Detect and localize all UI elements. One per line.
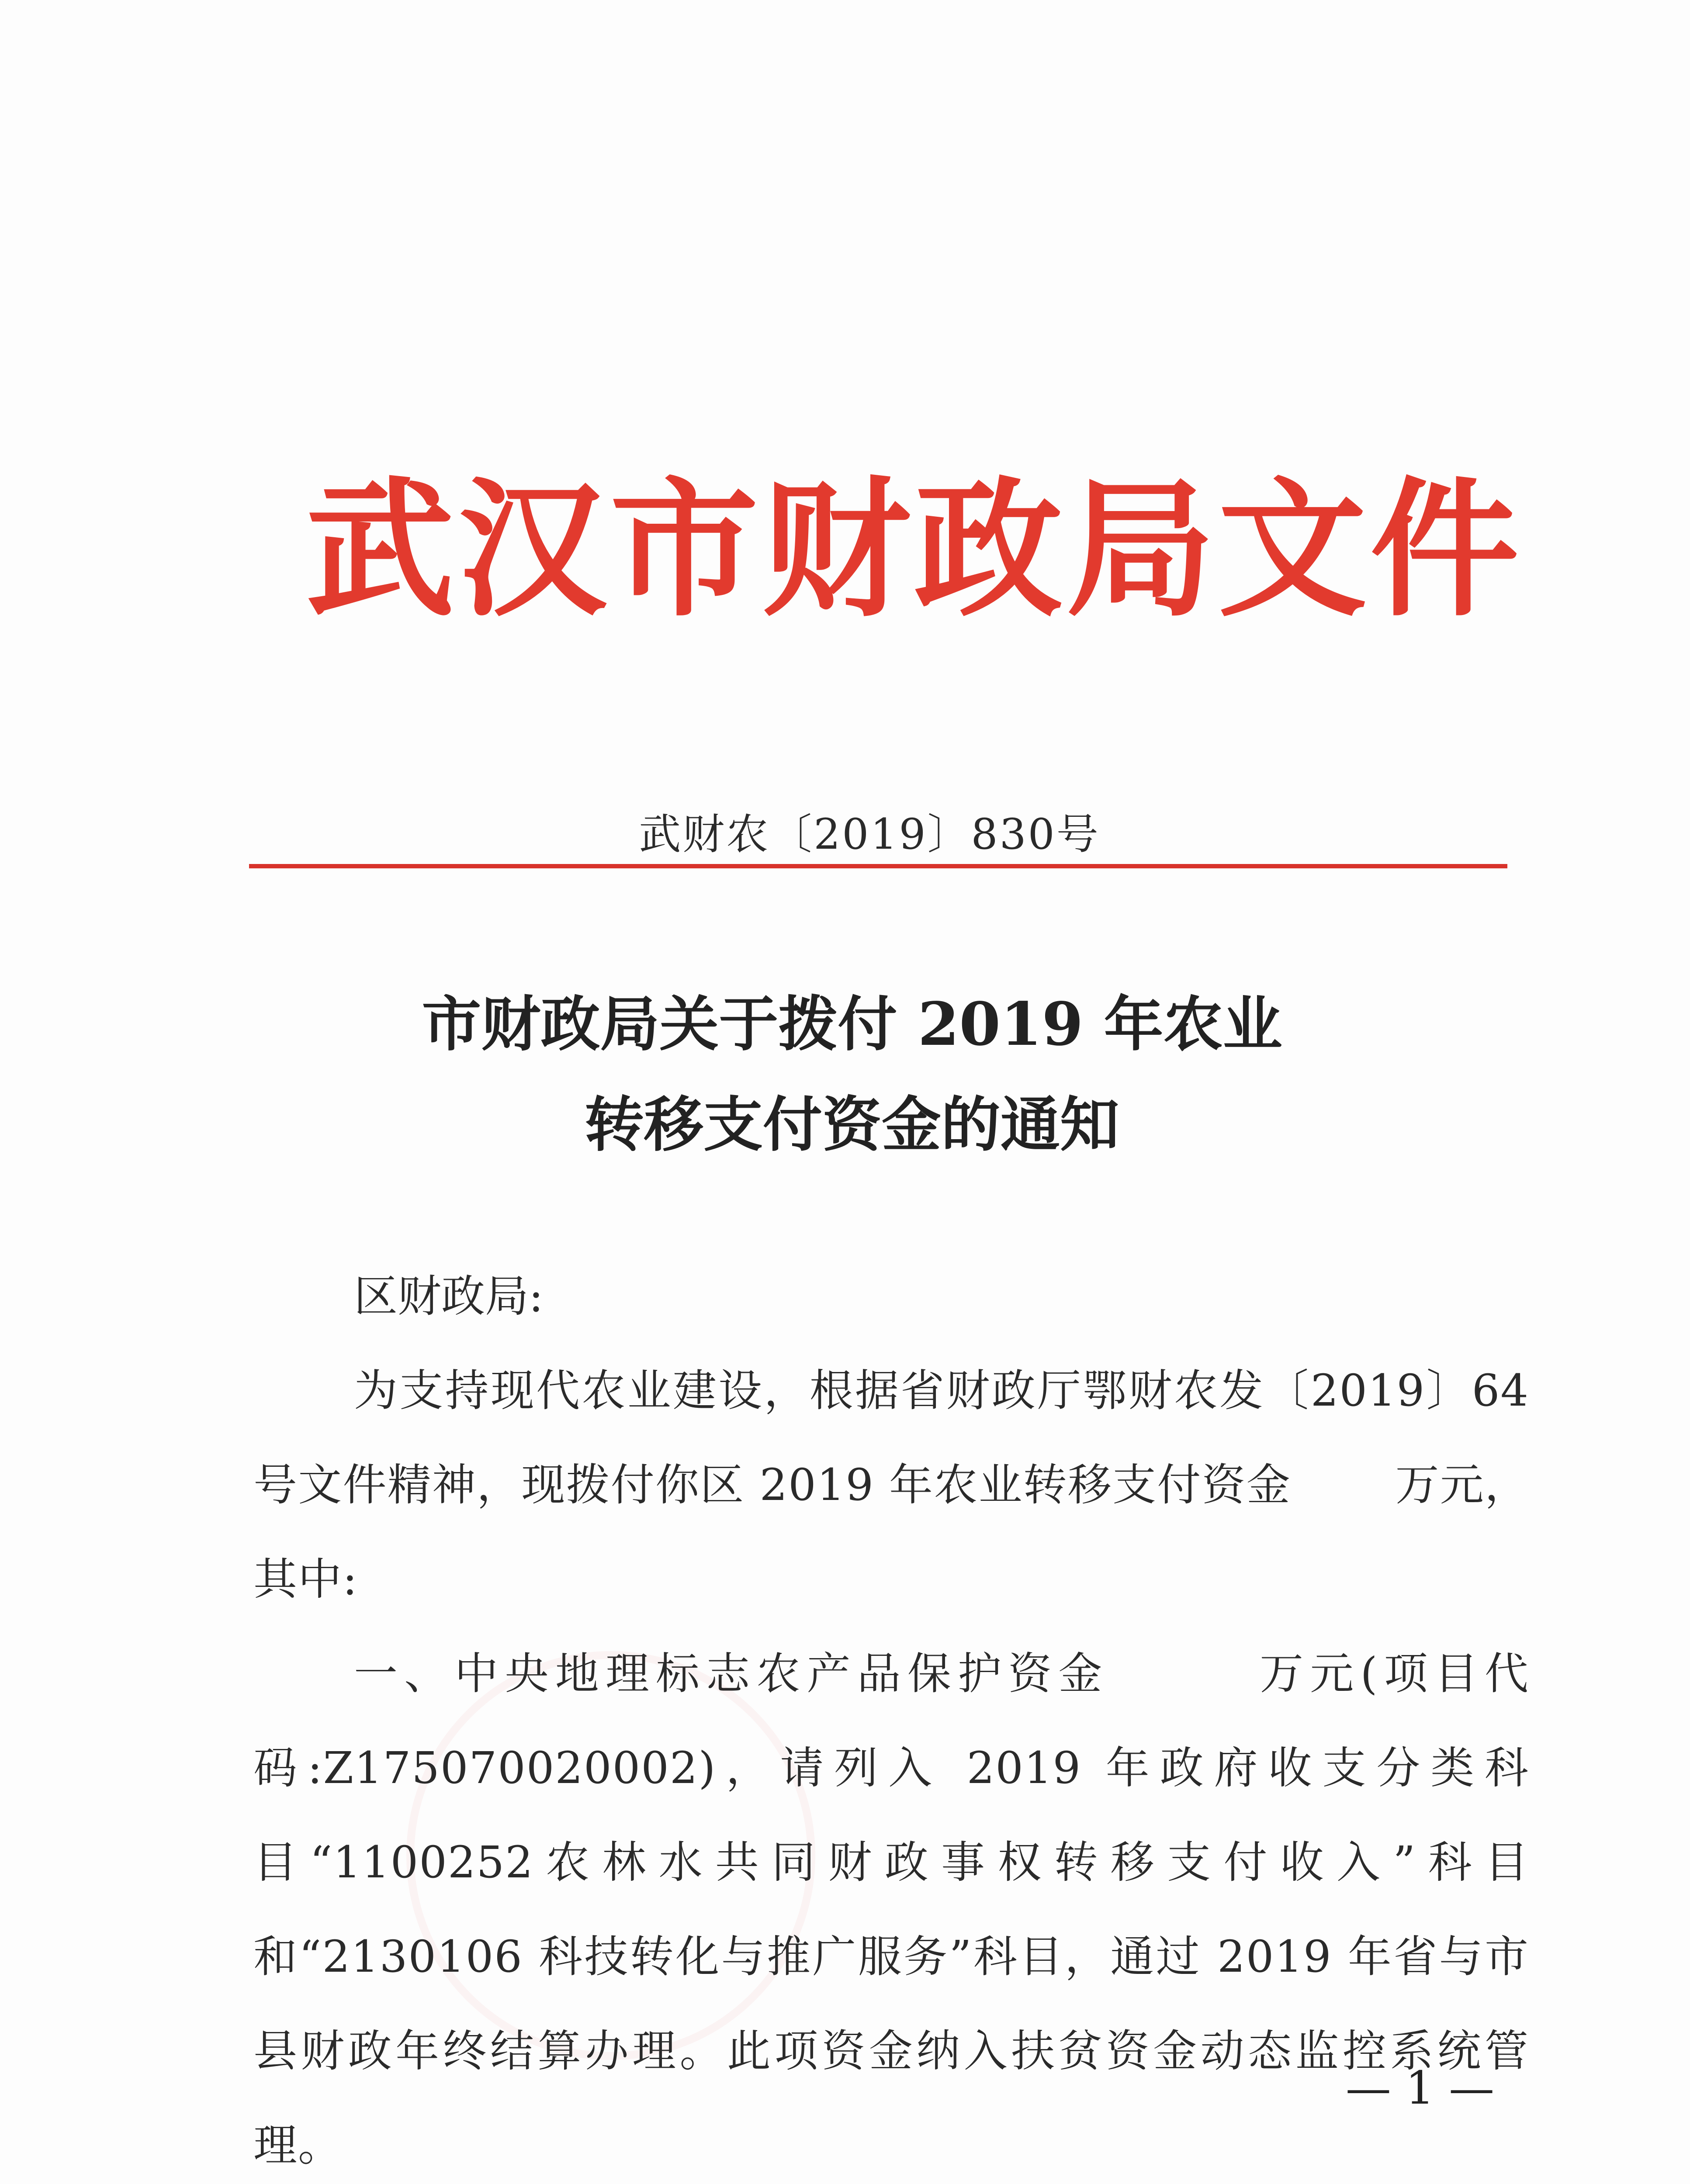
salutation: 区财政局: (354, 1271, 544, 1322)
page-number: — 1 — (1345, 2061, 1495, 2115)
document-number: 武财农〔2019〕830号 (639, 810, 1100, 859)
document-masthead: 武汉市财政局文件 (306, 464, 1522, 637)
body-paragraph-2: 一、中央地理标志农产品保护资金 万元(项目代码:Z175070020002)，请列入 2019 年政府收支分类科目“1100252农林水共同财政事权转移支付收入”科目和“2130106 科技转化与推广服务”科目，通过 2019 年省与市县财政年终结算办理。此项资金纳入扶贫资金动态监控系统管理。 (253, 1648, 1529, 2171)
title-line-1: 市财政局关于拨付 2019 年农业 (422, 989, 1282, 1059)
document-body (253, 1249, 1529, 2184)
body-paragraph-1: 为支持现代农业建设，根据省财政厅鄂财农发〔2019〕64号文件精神，现拨付你区 2019 年农业转移支付资金 万元，其中: (253, 1365, 1529, 1605)
title-line-2: 转移支付资金的通知 (585, 1090, 1119, 1160)
document-title (262, 974, 1442, 1175)
red-separator-line (249, 864, 1507, 868)
